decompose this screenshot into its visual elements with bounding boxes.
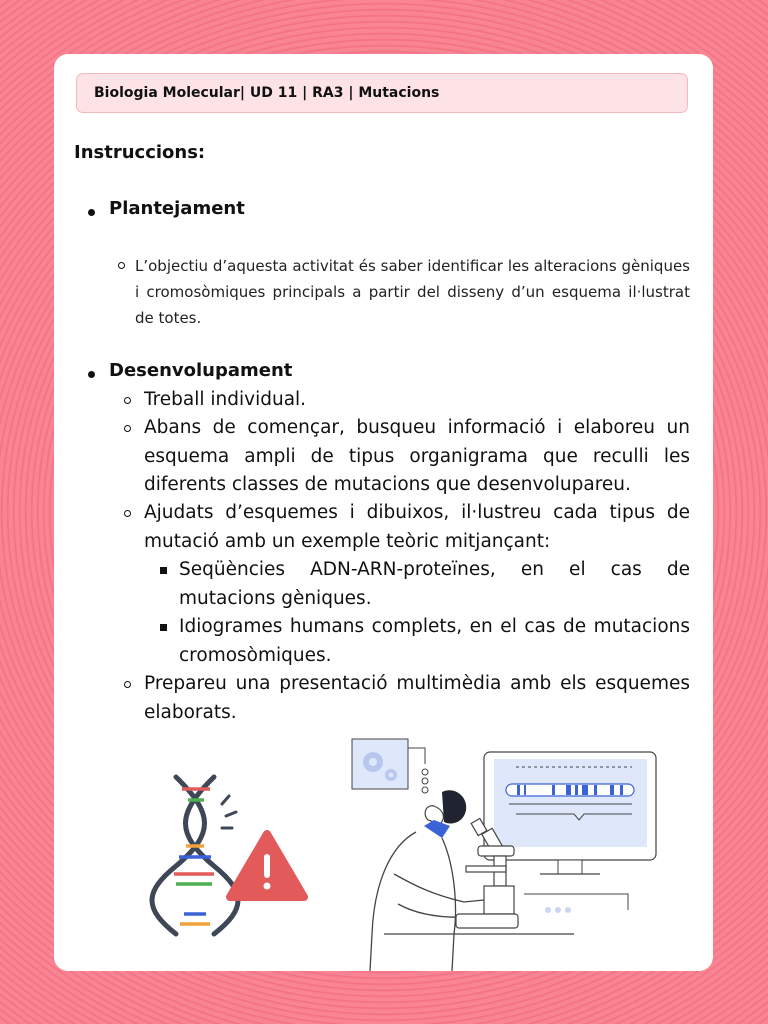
item-ajudats-esquemes: Ajudats d’esquemes i dibuixos, il·lustreu cada tipus de mutació amb un exemple teòric mitjançant: — [144, 502, 690, 552]
section-heading-plantejament: Plantejament — [109, 198, 245, 219]
item-treball-individual: Treball individual. — [144, 389, 307, 410]
document-card — [54, 54, 713, 971]
dna-icon — [152, 777, 238, 934]
bullet-ring — [118, 262, 125, 269]
bullet-square — [160, 567, 167, 574]
course-header-label: Biologia Molecular| UD 11 | RA3 | Mutacions — [94, 85, 440, 101]
bullet-dot — [88, 209, 95, 216]
bullet-ring — [124, 681, 131, 688]
warning-triangle-icon — [230, 834, 304, 897]
section-heading-desenvolupament: Desenvolupament — [109, 360, 293, 381]
instructions-title: Instruccions: — [74, 142, 206, 163]
bullet-dot — [88, 371, 95, 378]
subitem-sequencies: Seqüències ADN-ARN-proteïnes, en el cas de mutacions gèniques. — [179, 559, 690, 609]
subitem-idiogrames: Idiogrames humans complets, en el cas de mutacions cromosòmiques. — [179, 616, 690, 666]
illustration — [54, 734, 713, 971]
bullet-square — [160, 624, 167, 631]
item-abans-de-comencar: Abans de començar, busqueu informació i elaboreu un esquema ampli de tipus organigrama que reculli les diferents classes de mutacions que desenvolupareu. — [144, 417, 690, 495]
bullet-ring — [124, 510, 131, 517]
plantejament-paragraph: L’objectiu d’aquesta activitat és saber identificar les alteracions gèniques i cromosòmiques principals a partir del disseny d’un esquema il·lustrat de totes. — [135, 257, 690, 327]
bullet-ring — [124, 397, 131, 404]
item-prepareu-presentacio: Prepareu una presentació multimèdia amb els esquemes elaborats. — [144, 673, 690, 723]
gear-icon — [352, 739, 428, 793]
course-header-bar — [76, 73, 688, 113]
bullet-ring — [124, 425, 131, 432]
